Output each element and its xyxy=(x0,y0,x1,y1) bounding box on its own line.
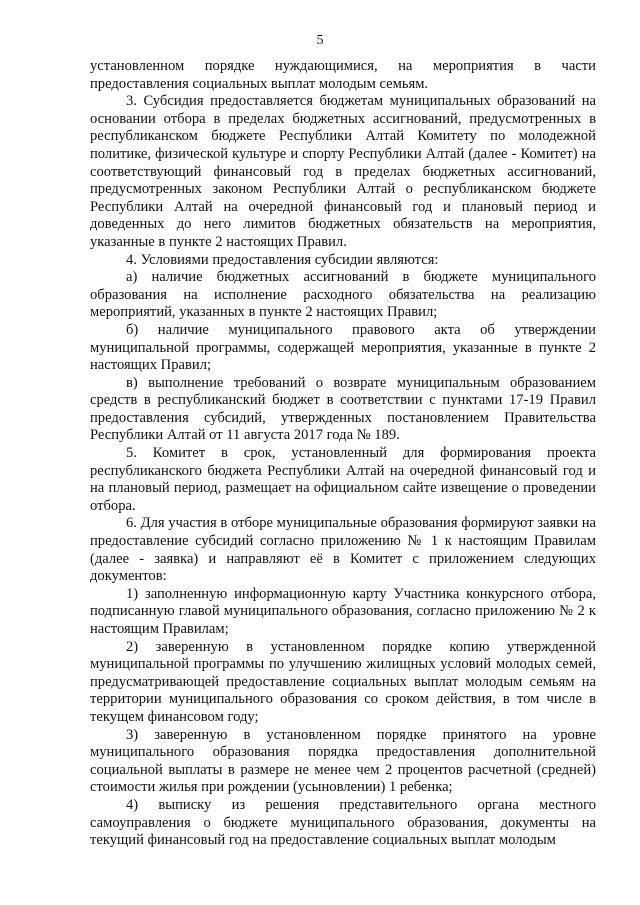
paragraph-continuation: установленном порядке нуждающимися, на мероприятия в части предоставления социальных выплат молодым семьям. xyxy=(90,58,596,92)
paragraph-condition-b: б) наличие муниципального правового акта об утверждении муниципальной программы, содержащей мероприятия, указанные в пункте 2 настоящих Правил; xyxy=(90,321,596,374)
paragraph-clause-5: 5. Комитет в срок, установленный для формирования проекта республиканского бюджета Республики Алтай на очередной финансовый год и на плановый период, размещает на официальном сайте извещение о проведении отбора. xyxy=(90,445,596,514)
paragraph-clause-4: 4. Условиями предоставления субсидии являются: xyxy=(126,251,439,268)
document-body xyxy=(90,58,596,850)
paragraph-document-1: 1) заполненную информационную карту Участника конкурсного отбора, подписанную главой муниципального образования, согласно приложению № 2 к настоящим Правилам; xyxy=(90,585,596,637)
paragraph-document-4: 4) выписку из решения представительного органа местного самоуправления о бюджете муниципального образования, документы на текущий финансовый год на предоставление социальных выплат молодым xyxy=(90,796,596,849)
paragraph-document-3: 3) заверенную в установленном порядке принятого на уровне муниципального образования порядка предоставления дополнительной социальной выплаты в размере не менее чем 2 процентов расчетной (средней) стоимости жилья при рождении (усыновлении) 1 ребенка; xyxy=(90,726,596,796)
paragraph-clause-3: 3. Субсидия предоставляется бюджетам муниципальных образований на основании отбора в пределах бюджетных ассигнований, предусмотренных в республиканском бюджете Республики Алтай Комитету по молодежной политике, физической культуре и спорту Республики Алтай (далее - Комитет) на соответствующий финансовый год в пределах бюджетных ассигнований, предусмотренных законом Республики Алтай о республиканском бюджете Республики Алтай на очередной финансовый год и плановый период и доведенных до него лимитов бюджетных обязательств на мероприятия, указанные в пункте 2 настоящих Правил. xyxy=(90,93,596,250)
page-number: 5 xyxy=(316,33,324,48)
paragraph-document-2: 2) заверенную в установленном порядке копию утвержденной муниципальной программы по улучшению жилищных условий молодых семей, предусматривающей предоставление социальных выплат молодым семьям на территории муниципального образования со сроком действия, в том числе в текущем финансовом году; xyxy=(90,638,596,725)
paragraph-condition-v: в) выполнение требований о возврате муниципальным образованием средств в республиканский бюджет в соответствии с пунктами 17-19 Правил предоставления субсидий, утвержденных постановлением Правительства Республики Алтай от 11 августа 2017 года № 189. xyxy=(90,374,596,444)
paragraph-clause-6: 6. Для участия в отборе муниципальные образования формируют заявки на предоставление субсидий согласно приложению № 1 к настоящим Правилам (далее - заявка) и направляют её в Комитет с приложением следующих документов: xyxy=(90,515,596,585)
paragraph-condition-a: а) наличие бюджетных ассигнований в бюджете муниципального образования на исполнение расходного обязательства на реализацию мероприятий, указанных в пункте 2 настоящих Правил; xyxy=(90,269,596,321)
